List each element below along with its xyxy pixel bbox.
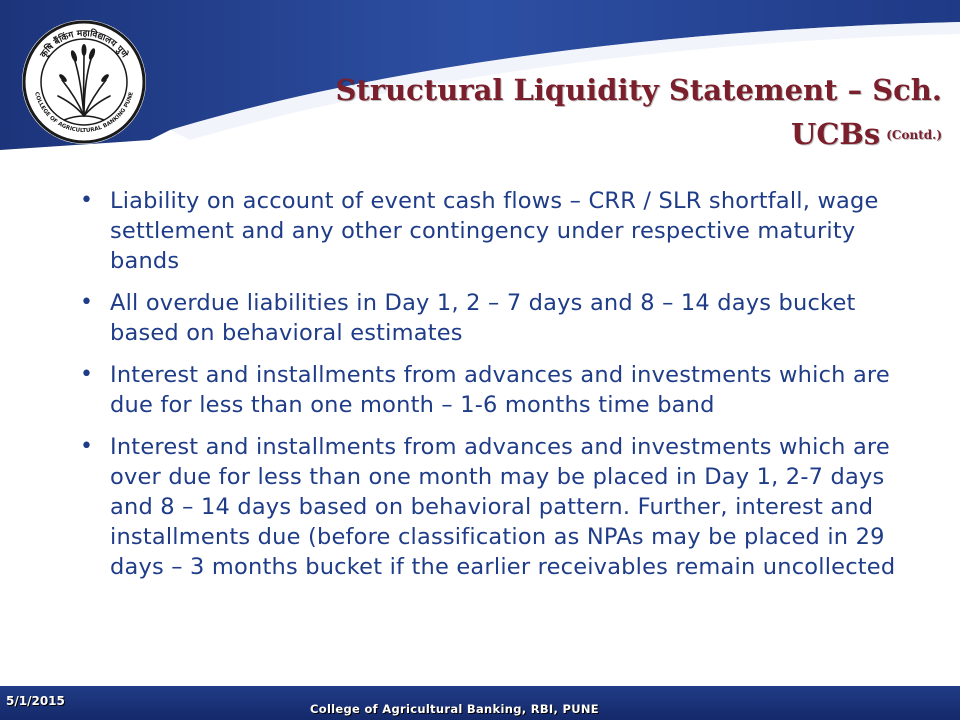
- bullet-dot-icon: •: [80, 290, 94, 315]
- bullet-item: [74, 432, 924, 582]
- logo-top-text: कृषि बैंकिंग महाविद्यालय पुणे: [38, 28, 130, 60]
- footer-date: 5/1/2015: [6, 694, 65, 708]
- footer-institution: College of Agricultural Banking, RBI, PUNE: [310, 702, 599, 716]
- slide-title: [302, 68, 942, 157]
- bullet-dot-icon: •: [80, 188, 94, 213]
- footer-bar: [0, 686, 960, 720]
- logo-bottom-text: COLLEGE OF AGRICULTURAL BANKING PUNE: [33, 91, 135, 135]
- slide-title-line-2: [302, 112, 942, 157]
- slide-title-ucbs: UCBs: [791, 117, 881, 151]
- bullet-text: All overdue liabilities in Day 1, 2 – 7 days and 8 – 14 days bucket based on behavioral estimates: [110, 290, 856, 346]
- bullet-text: Interest and installments from advances and investments which are due for less than one month – 1-6 months time band: [110, 362, 890, 418]
- slide-title-line-1: Structural Liquidity Statement – Sch.: [335, 73, 942, 107]
- bullet-dot-icon: •: [80, 434, 94, 459]
- bullet-item: [74, 288, 924, 348]
- bullet-item: [74, 186, 924, 276]
- bullet-text: Liability on account of event cash flows – CRR / SLR shortfall, wage settlement and any other contingency under respective maturity bands: [110, 188, 879, 274]
- bullet-list: [74, 186, 924, 594]
- college-logo: [18, 16, 150, 148]
- slide-title-contd: (Contd.): [886, 128, 942, 142]
- bullet-item: [74, 360, 924, 420]
- bullet-text: Interest and installments from advances and investments which are over due for less than one month may be placed in Day 1, 2-7 days and 8 – 14 days based on behavioral pattern. Further, interest and installments due (before classification as NPAs may be placed in 29 days – 3 months bucket if the earlier receivables remain uncollected: [110, 434, 896, 580]
- bullet-dot-icon: •: [80, 362, 94, 387]
